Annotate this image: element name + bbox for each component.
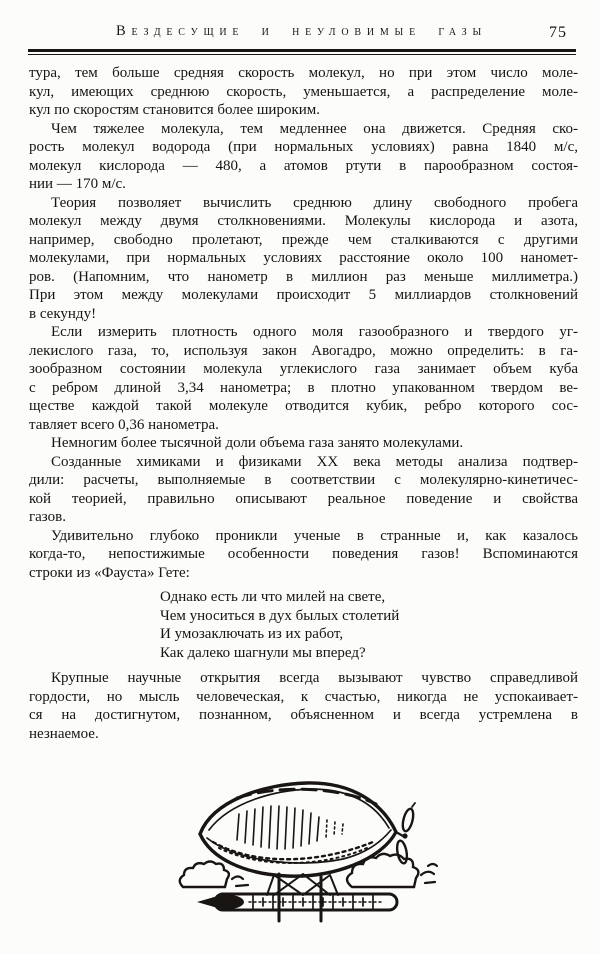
cloud-right-icon [347, 854, 437, 887]
text-line: строки из «Фауста» Гете: [29, 564, 190, 581]
text-line: рость молекул водорода (при нормальных условиях) равна 1840 м/с, [29, 139, 578, 155]
text-line: ществе каждой такой молекуле отводится кубик, ребро которого сос- [29, 398, 578, 414]
page-body [29, 64, 578, 743]
text-line: дили: расчеты, выполняемые в соответствии с молекулярно-кинетичес- [29, 472, 578, 488]
text-line: в секунду! [29, 305, 97, 322]
text-line: кул по скоростям становится более широким. [29, 102, 320, 118]
propeller-icon [396, 803, 416, 864]
verse-quote [160, 588, 578, 662]
text-line: с ребром длиной 3,34 нанометра; в плотно упакованном твердом ве- [29, 379, 578, 396]
text-line: тавляет всего 0,36 нанометра. [29, 416, 219, 433]
verse-line: Однако есть ли что милей на свете, [160, 589, 386, 605]
header-rule [28, 49, 576, 55]
text-line: Крупные научные открытия всегда вызывают чувство справедливой [51, 670, 578, 686]
thermometer-gondola-icon [197, 894, 397, 910]
paragraph [29, 453, 578, 527]
text-line: кул, имеющих среднюю скорость, уменьшается, а распределение моле- [29, 83, 578, 100]
verse-line: Как далеко шагнули мы вперед? [160, 644, 366, 661]
text-line: Теория позволяет вычислить среднюю длину свободного пробега [51, 194, 578, 211]
paragraph [29, 527, 578, 583]
header-rule-thin [28, 54, 576, 55]
text-line: молекулами, при нормальных условиях расстояние около 100 наномет- [29, 250, 578, 266]
text-line: газов. [29, 509, 66, 525]
text-line: зообразном состоянии молекула углекислого газа занимает объем куба [29, 361, 578, 377]
text-line: Если измерить плотность одного моля газообразного и твердого уг- [51, 324, 578, 340]
text-line: ров. (Напомним, что нанометр в миллион раз меньше миллиметра.) [29, 268, 578, 285]
text-line: Созданные химиками и физиками XX века методы анализа подтвер- [51, 453, 578, 470]
text-line: гордости, но мысль человеческая, к счастью, никогда не успокаивает- [29, 688, 578, 705]
verse-line: Чем уноситься в дух былых столетий [160, 607, 400, 624]
chapter-title: Вездесущие и неуловимые газы [116, 23, 487, 39]
paragraph [29, 323, 578, 434]
airship-thermometer-icon [175, 774, 465, 926]
paragraph [29, 194, 578, 324]
header-rule-thick [28, 49, 576, 52]
page-number: 75 [549, 24, 567, 41]
paragraph [29, 434, 578, 453]
airship-hull-icon [200, 783, 396, 876]
text-line: например, свободно пролетают, прежде чем сталкиваются с другими [29, 231, 578, 248]
paragraph [29, 120, 578, 194]
text-line: молекул между двумя столкновениями. Молекулы кислорода и азота, [29, 213, 578, 229]
text-line: молекул кислорода — 480, а атомов ртути в парообразном состоя- [29, 157, 578, 174]
text-line: незнаемое. [29, 725, 99, 742]
text-line: При этом между молекулами происходит 5 миллиардов столкновений [29, 287, 578, 303]
text-line: Чем тяжелее молекула, тем медленнее она движется. Средняя ско- [51, 120, 578, 137]
paragraph [29, 64, 578, 120]
text-line: тура, тем больше средняя скорость молекул, но при этом число моле- [29, 65, 578, 81]
paragraph [29, 669, 578, 743]
text-line: Удивительно глубоко проникли ученые в странные и, как казалось [51, 527, 578, 544]
verse-line: И умозаключать из их работ, [160, 626, 344, 642]
text-line: лекислого газа, то, используя закон Авогадро, можно определить: в га- [29, 342, 578, 359]
text-line: Немногим более тысячной доли объема газа занято молекулами. [51, 435, 464, 451]
tailpiece-illustration [0, 774, 600, 926]
text-line: кой теорией, правильно описывают реальное поведение и свойства [29, 490, 578, 507]
text-line: когда-то, непостижимые особенности поведения газов! Вспоминаются [29, 546, 578, 562]
running-header [28, 23, 575, 45]
text-line: ся на достигнутом, познанном, объясненном и всегда устремлена в [29, 707, 578, 723]
text-line: нии — 170 м/с. [29, 176, 126, 192]
